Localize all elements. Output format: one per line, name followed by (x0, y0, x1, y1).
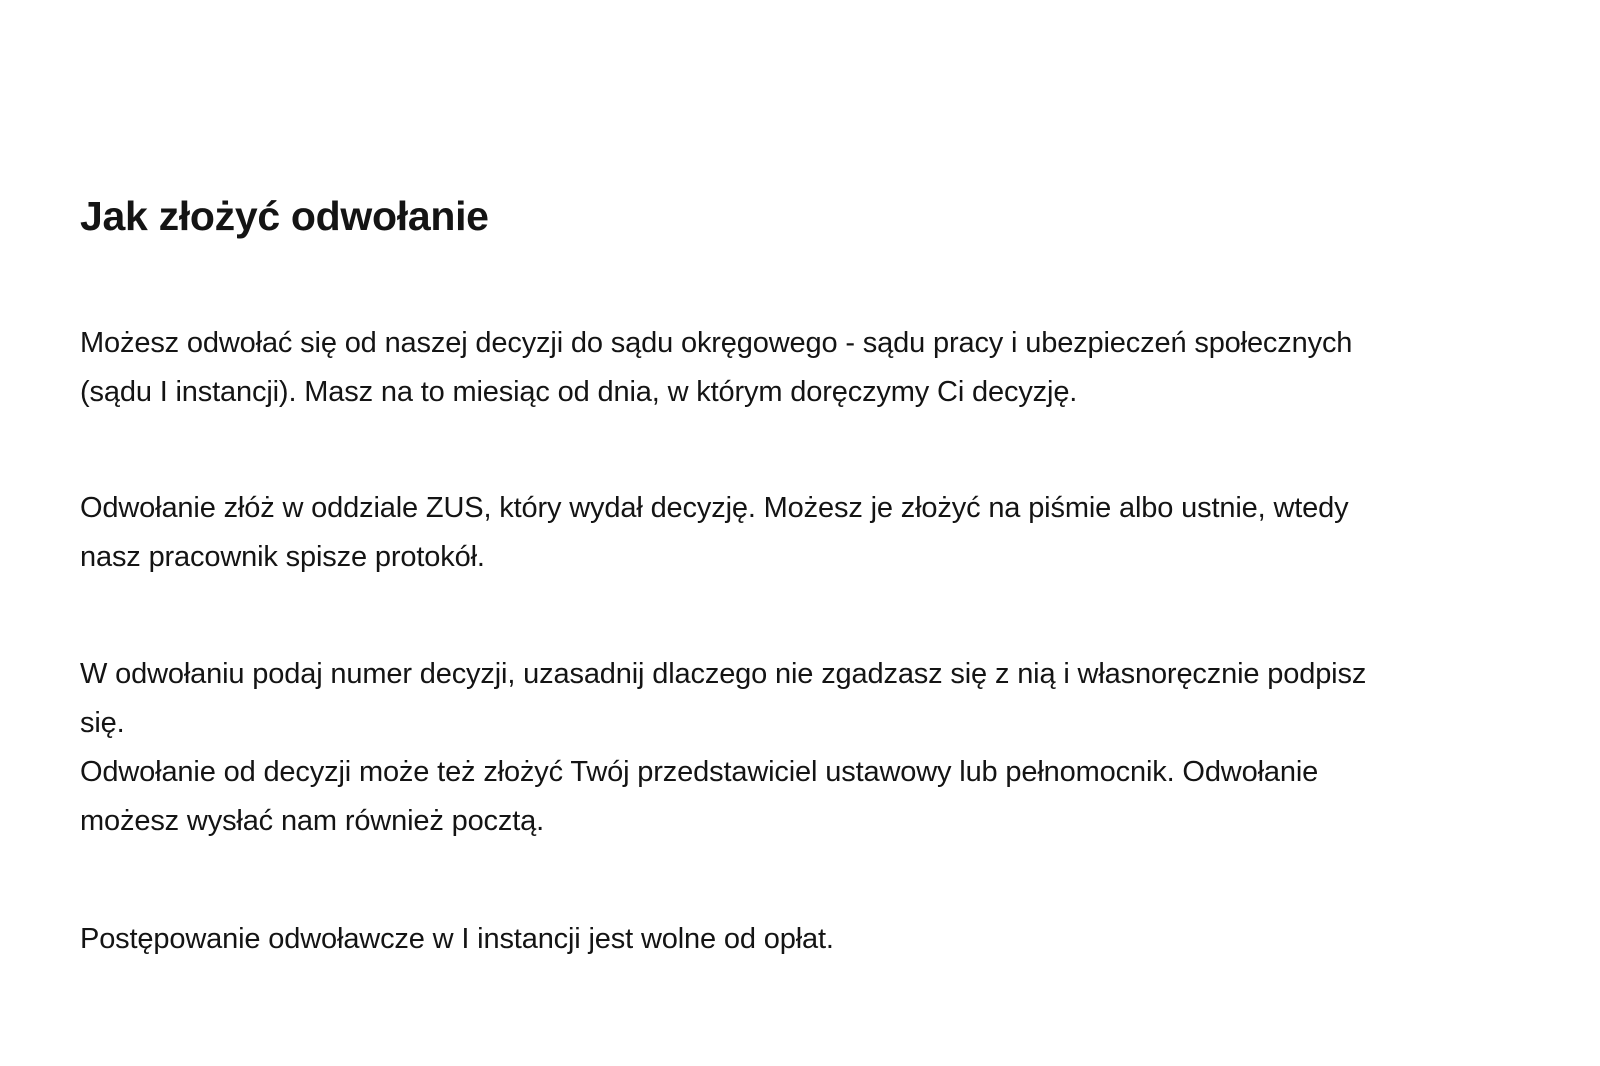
paragraph-line: Możesz odwołać się od naszej decyzji do sądu okręgowego - sądu pracy i ubezpieczeń społecznych (80, 327, 1353, 359)
paragraph-line: możesz wysłać nam również pocztą. (80, 805, 545, 837)
paragraph-line: W odwołaniu podaj numer decyzji, uzasadnij dlaczego nie zgadzasz się z nią i własnoręcznie podpisz (80, 658, 1367, 690)
paragraph-line: Odwołanie od decyzji może też złożyć Twój przedstawiciel ustawowy lub pełnomocnik. Odwołanie (80, 756, 1319, 788)
paragraph-line: Odwołanie złóż w oddziale ZUS, który wydał decyzję. Możesz je złożyć na piśmie albo ustnie, wtedy (80, 492, 1349, 524)
paragraph-appeal-content (80, 650, 1530, 846)
paragraph-appeal-court (80, 319, 1530, 417)
page-title: Jak złożyć odwołanie (80, 193, 489, 239)
paragraph-line: Postępowanie odwoławcze w I instancji jest wolne od opłat. (80, 923, 834, 955)
paragraph-where-to-file (80, 484, 1530, 582)
paragraph-line: się. (80, 707, 125, 739)
paragraph-line: nasz pracownik spisze protokół. (80, 541, 485, 573)
paragraph-line: (sądu I instancji). Masz na to miesiąc od dnia, w którym doręczymy Ci decyzję. (80, 376, 1078, 408)
paragraph-fees (80, 915, 1530, 964)
